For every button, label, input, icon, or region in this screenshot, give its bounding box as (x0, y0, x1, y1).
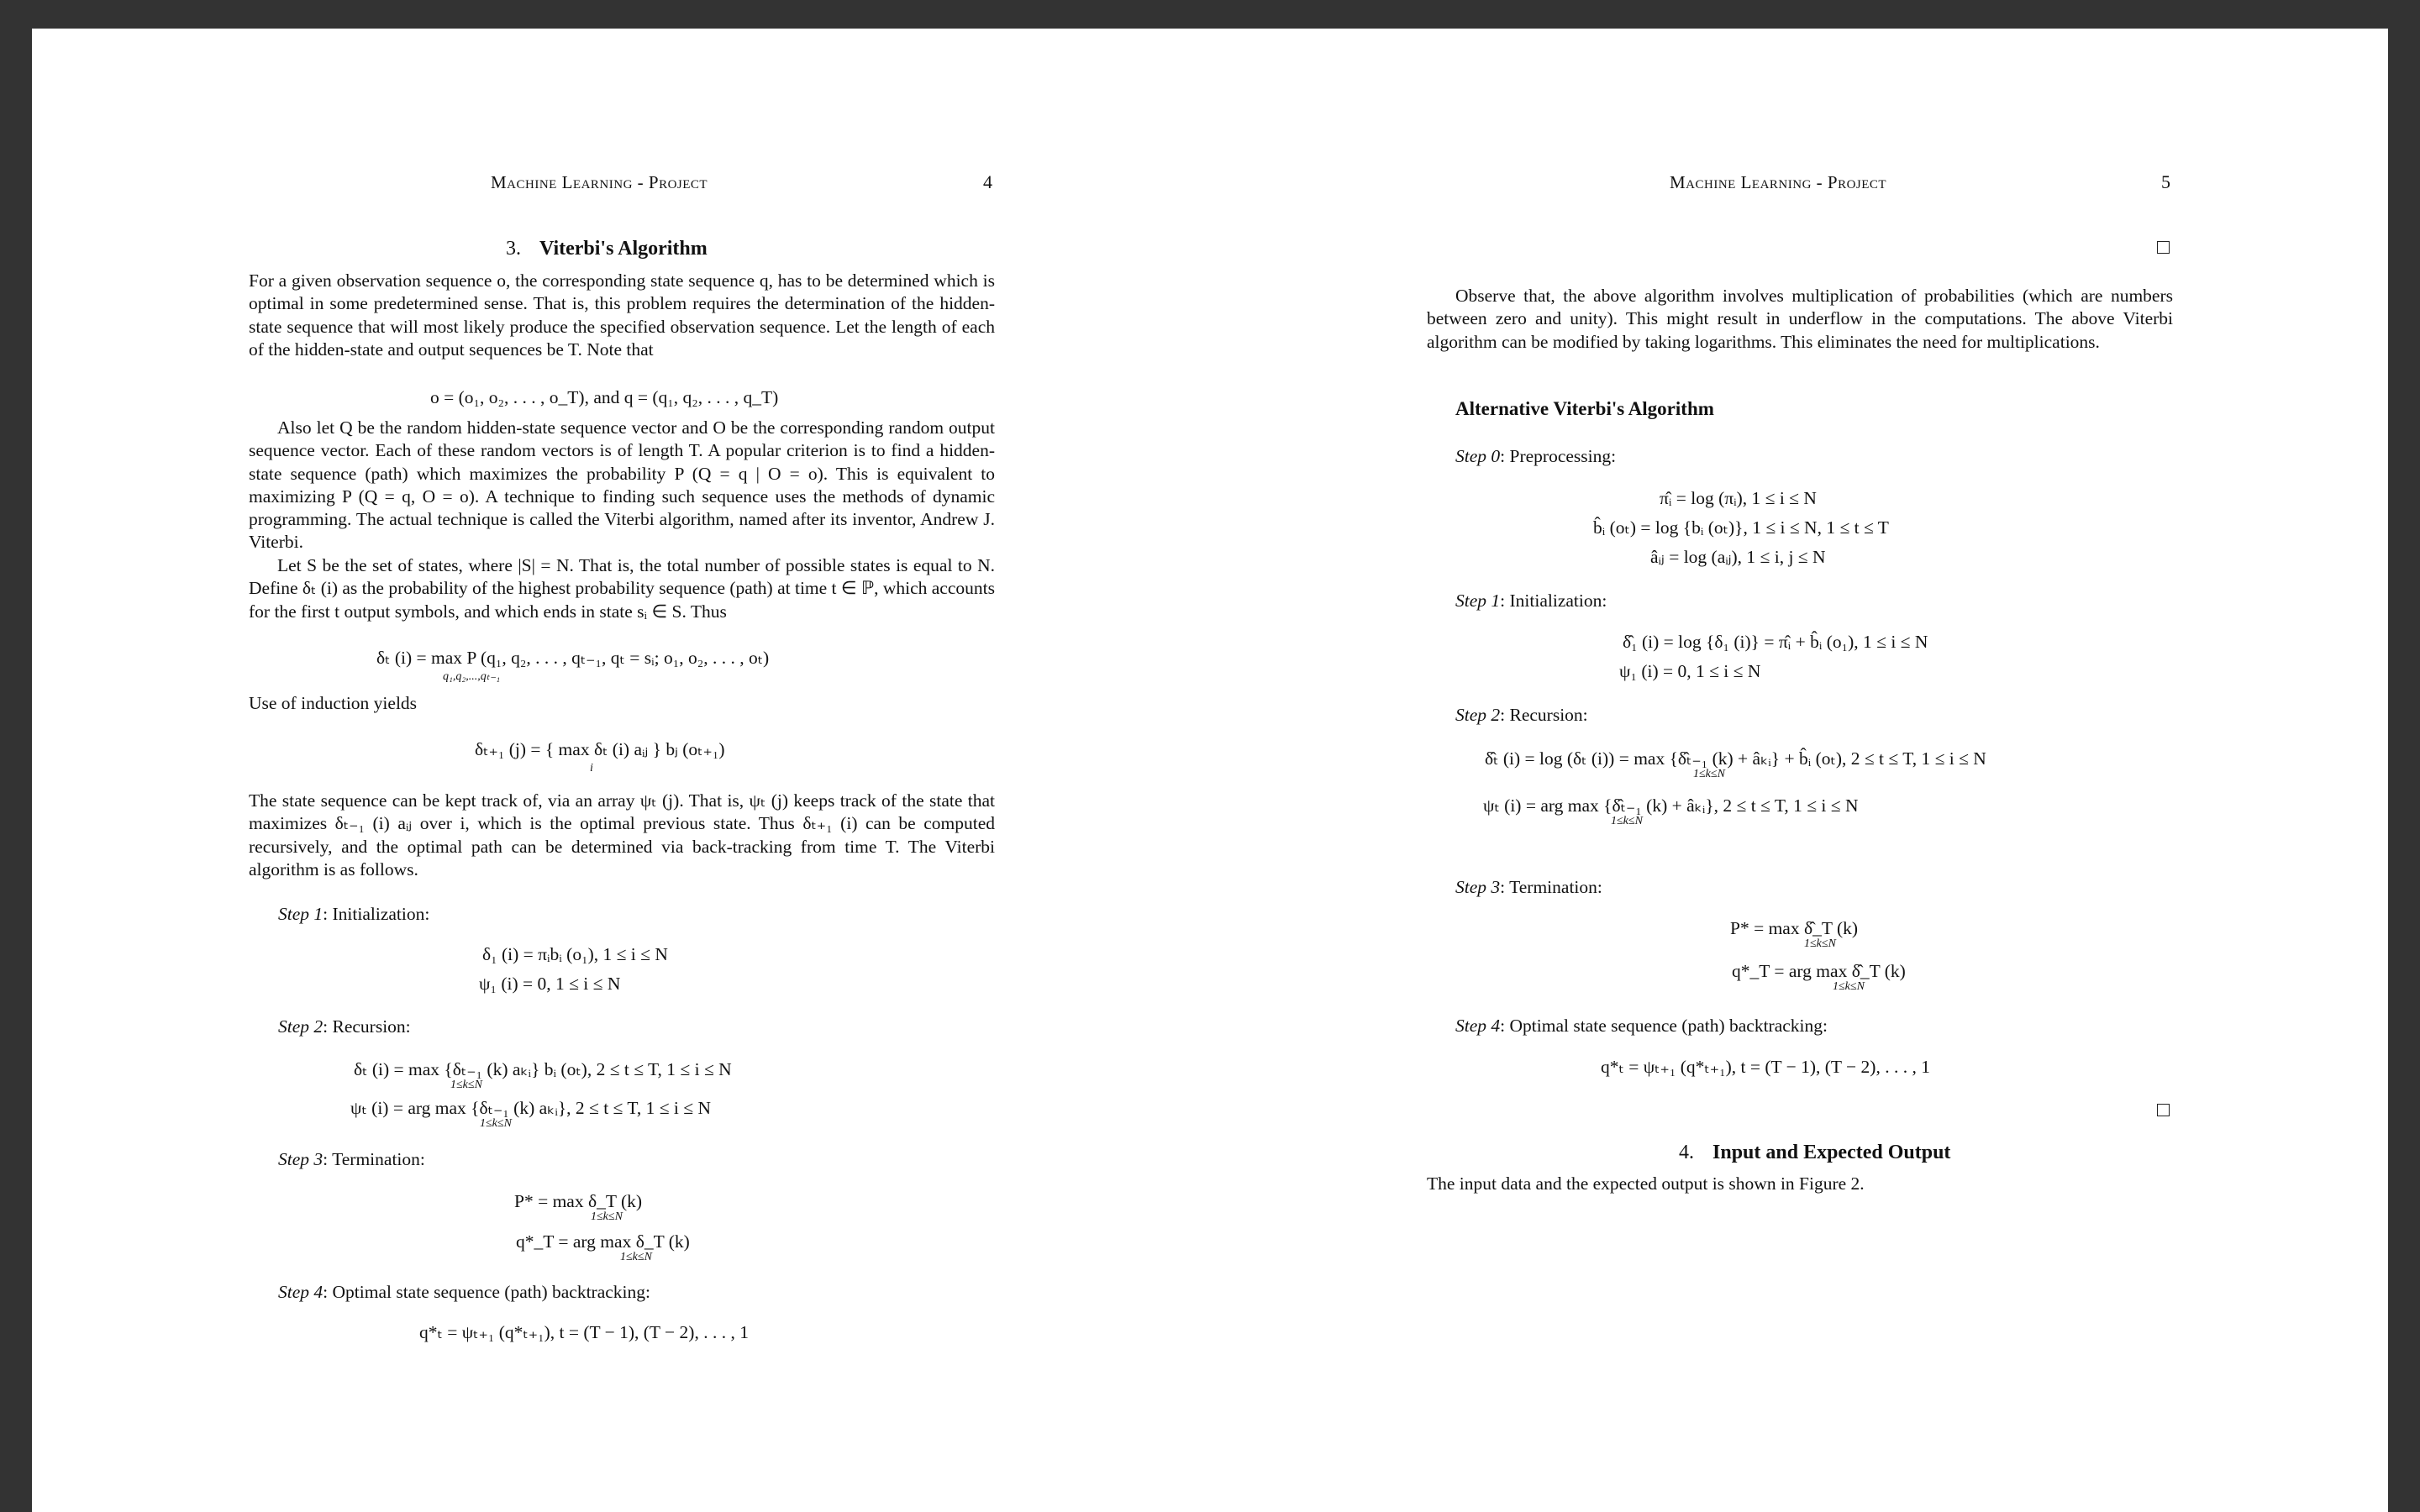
step-text: : Recursion: (1500, 705, 1588, 725)
step-text: : Recursion: (323, 1016, 411, 1037)
qed-square-icon (2157, 241, 2170, 254)
step-3-range-a: 1≤k≤N (591, 1210, 623, 1223)
step-2-equation-b: ψₜ (i) = arg max {δ̂ₜ₋₁ (k) + âₖᵢ}, 2 ≤ t ≤ T, 1 ≤ i ≤ N (1483, 795, 1859, 816)
section-number: 3. (506, 238, 521, 260)
step-3-heading (278, 1149, 425, 1170)
paragraph-backtracking: The state sequence can be kept track of, via an array ψₜ (j). That is, ψₜ (j) keeps track of the state that maximizes δₜ₋₁ (i) aᵢⱼ over i, which is the optimal previous state. Thus δₜ₊₁ (i) can be computed recursively, and the optimal path can be determined via back-tracking from time T. The Viterbi algorithm is as follows. (249, 790, 995, 879)
step-1-equation-b: ψ₁ (i) = 0, 1 ≤ i ≤ N (1619, 661, 1761, 681)
equation-induction: δₜ₊₁ (j) = { max δₜ (i) aᵢⱼ } bⱼ (oₜ₊₁) (475, 739, 725, 759)
step-2-range-b: 1≤k≤N (1611, 815, 1643, 827)
step-1-heading (278, 904, 429, 925)
paragraph-states: Let S be the set of states, where |S| = N. That is, the total number of possible states is equal to N. Define δₜ (i) as the probability of the highest probability sequence (path) at time t ∈ ℙ, which accounts for the first t output symbols, and which ends in state sᵢ ∈ S. Thus (249, 555, 995, 622)
step-1-equation-b: ψ₁ (i) = 0, 1 ≤ i ≤ N (479, 974, 621, 994)
running-head: Machine Learning - Project (491, 172, 708, 192)
section-number: 4. (1679, 1142, 1694, 1163)
step-1-heading (1455, 591, 1607, 612)
qed-square-icon (2157, 1104, 2170, 1116)
step-2-range-b: 1≤k≤N (480, 1117, 512, 1130)
step-label: Step 1 (1455, 591, 1501, 611)
step-label: Step 0 (1455, 446, 1501, 466)
section-title: Viterbi's Algorithm (539, 238, 708, 260)
step-label: Step 3 (1455, 877, 1501, 897)
step-4-equation: q*ₜ = ψₜ₊₁ (q*ₜ₊₁), t = (T − 1), (T − 2), . . . , 1 (1601, 1057, 1930, 1077)
step-3-equation-a: P* = max δ̂_T (k) (1730, 918, 1859, 938)
paragraph-input-output: The input data and the expected output is shown in Figure 2. (1427, 1173, 1865, 1194)
step-3-equation-a: P* = max δ_T (k) (514, 1191, 643, 1211)
paragraph-induction: Use of induction yields (249, 693, 418, 713)
page-number: 5 (2161, 171, 2170, 192)
step-2-equation-b: ψₜ (i) = arg max {δₜ₋₁ (k) aₖᵢ}, 2 ≤ t ≤ T, 1 ≤ i ≤ N (350, 1098, 711, 1118)
step-3-equation-b: q*_T = arg max δ̂_T (k) (1732, 961, 1906, 981)
step-label: Step 3 (278, 1149, 324, 1169)
step-label: Step 2 (1455, 705, 1501, 725)
step-2-heading (1455, 705, 1588, 726)
step-label: Step 2 (278, 1016, 324, 1037)
step-text: : Preprocessing: (1500, 446, 1617, 466)
section-title: Input and Expected Output (1712, 1142, 1951, 1163)
step-3-range-a: 1≤k≤N (1804, 937, 1836, 950)
step-2-equation-a: δ̂ₜ (i) = log (δₜ (i)) = max {δ̂ₜ₋₁ (k) + âₖᵢ} + b̂ᵢ (oₜ), 2 ≤ t ≤ T, 1 ≤ i ≤ N (1485, 748, 1986, 769)
step-0-equation-a: π̂ᵢ = log (πᵢ), 1 ≤ i ≤ N (1660, 488, 1817, 508)
paragraph-underflow: Observe that, the above algorithm involves multiplication of probabilities (which are numbers between zero and unity). This might result in underflow in the computations. The above Viterbi algorithm can be modified by taking logarithms. This eliminates the need for multiplications. (1427, 286, 2173, 352)
step-text: : Termination: (323, 1149, 425, 1169)
step-text: : Optimal state sequence (path) backtracking: (323, 1282, 650, 1302)
step-text: : Termination: (1500, 877, 1602, 897)
step-label: Step 4 (278, 1282, 324, 1302)
delta-definition-subscript: q₁,q₂,...,qₜ₋₁ (443, 670, 501, 683)
section-heading (506, 238, 708, 260)
step-0-equation-c: âᵢⱼ = log (aᵢⱼ), 1 ≤ i, j ≤ N (1650, 547, 1826, 567)
paragraph-intro: For a given observation sequence o, the corresponding state sequence q, has to be determined which is optimal in some predetermined sense. That is, this problem requires the determination of the hidden-state sequence that will most likely produce the specified observation sequence. Let the length of each of the hidden-state and output sequences be T. Note that (249, 270, 995, 360)
step-text: : Optimal state sequence (path) backtracking: (1500, 1016, 1828, 1036)
induction-subscript: i (590, 762, 593, 774)
step-text: : Initialization: (1500, 591, 1607, 611)
document-sheet (32, 29, 2388, 1512)
step-0-equation-b: b̂ᵢ (oₜ) = log {bᵢ (oₜ)}, 1 ≤ i ≤ N, 1 ≤ t ≤ T (1593, 517, 1889, 538)
step-3-range-b: 1≤k≤N (1833, 980, 1865, 993)
step-1-equation-a: δ₁ (i) = πᵢbᵢ (o₁), 1 ≤ i ≤ N (482, 944, 668, 964)
step-3-heading (1455, 877, 1602, 898)
running-head: Machine Learning - Project (1670, 172, 1887, 192)
step-2-equation-a: δₜ (i) = max {δₜ₋₁ (k) aₖᵢ} bᵢ (oₜ), 2 ≤ t ≤ T, 1 ≤ i ≤ N (354, 1059, 732, 1079)
page-number: 4 (983, 171, 992, 192)
page-5 (1210, 29, 2388, 1512)
delta-definition-text: δₜ (i) = max P (q₁, q₂, . . . , qₜ₋₁, qₜ = sᵢ; o₁, o₂, . . . , oₜ) (376, 648, 770, 668)
step-4-equation: q*ₜ = ψₜ₊₁ (q*ₜ₊₁), t = (T − 1), (T − 2), . . . , 1 (419, 1322, 749, 1342)
section-heading (1679, 1142, 1950, 1164)
step-2-range-a: 1≤k≤N (450, 1079, 482, 1091)
step-text: : Initialization: (323, 904, 430, 924)
page-4 (32, 29, 1210, 1512)
step-label: Step 1 (278, 904, 324, 924)
step-2-range-a: 1≤k≤N (1693, 768, 1725, 780)
paragraph-criterion: Also let Q be the random hidden-state sequence vector and O be the corresponding random output sequence vector. Each of these random vectors is of length T. A popular criterion is to find a hidden-state sequence (path) which maximizes the probability P (Q = q | O = o). This is equivalent to maximizing P (Q = q, O = o). A technique to finding such sequence uses the methods of dynamic programming. The actual technique is called the Viterbi algorithm, named after its inventor, Andrew J. Viterbi. (249, 417, 995, 553)
step-label: Step 4 (1455, 1016, 1501, 1036)
step-1-equation-a: δ̂₁ (i) = log {δ₁ (i)} = π̂ᵢ + b̂ᵢ (o₁), 1 ≤ i ≤ N (1623, 632, 1928, 652)
step-2-heading (278, 1016, 411, 1037)
step-0-heading (1455, 446, 1616, 467)
step-3-equation-b: q*_T = arg max δ_T (k) (516, 1231, 690, 1252)
step-4-heading (278, 1282, 650, 1303)
subheading-alternative: Alternative Viterbi's Algorithm (1455, 398, 1714, 419)
equation-delta-definition (376, 648, 769, 669)
step-3-range-b: 1≤k≤N (620, 1251, 652, 1263)
equation-sequences: o = (o₁, o₂, . . . , o_T), and q = (q₁, q₂, . . . , q_T) (430, 387, 779, 407)
step-4-heading (1455, 1016, 1828, 1037)
